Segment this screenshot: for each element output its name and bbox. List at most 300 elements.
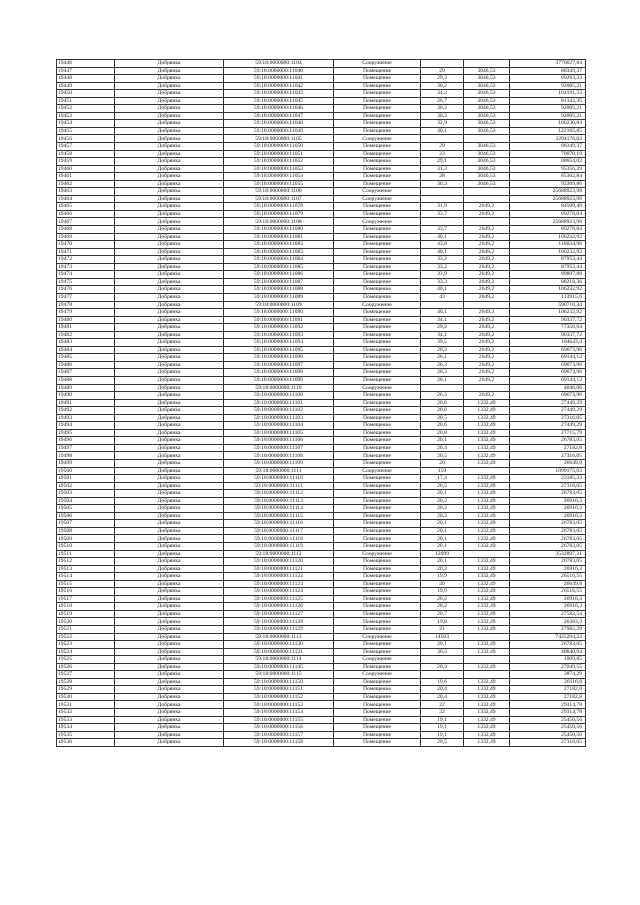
locality-cell: Добрянка (115, 580, 224, 588)
table-row (57, 97, 586, 105)
row-number: 19528 (57, 678, 115, 686)
cadastral-value-cell: 92309,86 (510, 180, 586, 188)
object-type-cell: Помещение (334, 324, 421, 332)
locality-cell: Добрянка (115, 663, 224, 671)
locality-cell: Добрянка (115, 188, 224, 196)
object-type-cell: Помещение (334, 67, 421, 75)
table-row (57, 369, 586, 377)
object-type-cell: Помещение (334, 97, 421, 105)
cadastral-number-cell: 59:18:0000000:11110 (224, 475, 334, 483)
area-cell: 20,1 (421, 520, 464, 528)
cadastral-number-cell: 59:18:0000000:11048 (224, 120, 334, 128)
object-type-cell: Помещение (334, 686, 421, 694)
cadastral-value-cell: 70070,19 (510, 150, 586, 158)
rate-cell: 1332,49 (464, 475, 510, 483)
row-number: 19530 (57, 693, 115, 701)
rate-cell: 1332,49 (464, 678, 510, 686)
locality-cell: Добрянка (115, 520, 224, 528)
cadastral-number-cell: 59:18:0000000:11127 (224, 610, 334, 618)
cadastral-number-cell: 59:18:0000000:11150 (224, 678, 334, 686)
rate-cell: 1332,49 (464, 520, 510, 528)
cadastral-value-cell: 25688923,98 (510, 218, 586, 226)
rate-cell: 1332,49 (464, 407, 510, 415)
rate-cell: 1332,49 (464, 641, 510, 649)
row-number: 19479 (57, 309, 115, 317)
area-cell: 33,7 (421, 210, 464, 218)
table-row (57, 633, 586, 641)
cadastral-number-cell: 59:18:0000000:11051 (224, 150, 334, 158)
row-number: 19535 (57, 731, 115, 739)
row-number: 19498 (57, 452, 115, 460)
table-row (57, 580, 586, 588)
object-type-cell: Помещение (334, 520, 421, 528)
table-row (57, 535, 586, 543)
rate-cell: 1332,49 (464, 686, 510, 694)
table-row (57, 143, 586, 151)
cadastral-value-cell: 89263,33 (510, 75, 586, 83)
cadastral-value-cell: 116034,96 (510, 241, 586, 249)
row-number: 19462 (57, 180, 115, 188)
rate-cell: 1332,49 (464, 648, 510, 656)
area-cell: 34,2 (421, 90, 464, 98)
object-type-cell: Помещение (334, 346, 421, 354)
area-cell: 20,2 (421, 603, 464, 611)
area-cell: 26,1 (421, 376, 464, 384)
cadastral-value-cell: 27182,8 (510, 686, 586, 694)
area-cell: 26,3 (421, 392, 464, 400)
area-cell: 28 (421, 173, 464, 181)
object-type-cell: Помещение (334, 505, 421, 513)
locality-cell: Добрянка (115, 195, 224, 203)
row-number: 19464 (57, 195, 115, 203)
object-type-cell: Помещение (334, 739, 421, 747)
cadastral-number-cell: 59:18:0000000:1104 (224, 60, 334, 68)
rate-cell: 2649,2 (464, 233, 510, 241)
area-cell: 29 (421, 143, 464, 151)
table-row (57, 414, 586, 422)
cadastral-number-cell: 59:18:0000000:1110 (224, 384, 334, 392)
table-row (57, 399, 586, 407)
object-type-cell: Помещение (334, 278, 421, 286)
cadastral-number-cell: 59:18:0000000:11109 (224, 459, 334, 467)
cadastral-number-cell: 59:18:0000000:11091 (224, 316, 334, 324)
cadastral-value-cell: 25688923,98 (510, 195, 586, 203)
object-type-cell: Помещение (334, 256, 421, 264)
cadastral-number-cell: 59:18:0000000:11092 (224, 324, 334, 332)
object-type-cell: Помещение (334, 663, 421, 671)
area-cell: 29,1 (421, 158, 464, 166)
table-row (57, 558, 586, 566)
row-number: 19526 (57, 663, 115, 671)
object-type-cell: Помещение (334, 475, 421, 483)
table-row (57, 437, 586, 445)
rate-cell: 2649,2 (464, 286, 510, 294)
object-type-cell: Сооружение (334, 384, 421, 392)
table-row (57, 75, 586, 83)
row-number: 19446 (57, 60, 115, 68)
cadastral-number-cell: 59:18:0000000:11083 (224, 248, 334, 256)
area-cell (421, 301, 464, 309)
table-row (57, 354, 586, 362)
area-cell: 26,3 (421, 361, 464, 369)
object-type-cell: Помещение (334, 210, 421, 218)
rate-cell: 2649,2 (464, 309, 510, 317)
rate-cell: 3046,53 (464, 82, 510, 90)
object-type-cell: Помещение (334, 512, 421, 520)
locality-cell: Добрянка (115, 120, 224, 128)
row-number: 19506 (57, 512, 115, 520)
table-row (57, 241, 586, 249)
row-number: 19468 (57, 226, 115, 234)
cadastral-number-cell: 59:18:0000000:1113 (224, 633, 334, 641)
cadastral-value-cell: 1009,85 (510, 656, 586, 664)
rate-cell: 3046,53 (464, 173, 510, 181)
rate-cell (464, 550, 510, 558)
cadastral-number-cell: 59:18:0000000:11052 (224, 158, 334, 166)
cadastral-value-cell: 89278,04 (510, 226, 586, 234)
object-type-cell: Помещение (334, 422, 421, 430)
cadastral-value-cell: 26916,3 (510, 505, 586, 513)
area-cell: 12099 (421, 550, 464, 558)
cadastral-number-cell: 59:18:0000000:11089 (224, 293, 334, 301)
row-number: 19497 (57, 444, 115, 452)
row-number: 19533 (57, 716, 115, 724)
area-cell: 22 (421, 701, 464, 709)
cadastral-number-cell: 59:18:0000000:11155 (224, 716, 334, 724)
cadastral-value-cell: 84509,48 (510, 203, 586, 211)
locality-cell: Добрянка (115, 422, 224, 430)
cadastral-value-cell: 88654,02 (510, 158, 586, 166)
row-number: 19499 (57, 459, 115, 467)
cadastral-value-cell: 26783,05 (510, 527, 586, 535)
object-type-cell: Помещение (334, 399, 421, 407)
cadastral-number-cell: 59:18:0000000:1108 (224, 218, 334, 226)
table-row (57, 565, 586, 573)
cadastral-value-cell: 26783,05 (510, 641, 586, 649)
cadastral-value-cell: 27449,29 (510, 407, 586, 415)
cadastral-value-cell: 88218,36 (510, 278, 586, 286)
cadastral-number-cell: 59:18:0000000:11078 (224, 203, 334, 211)
cadastral-value-cell: 92005,21 (510, 105, 586, 113)
cadastral-value-cell: 23185,33 (510, 475, 586, 483)
cadastral-number-cell: 59:18:0000000:11099 (224, 376, 334, 384)
cadastral-number-cell: 59:18:0000000:11113 (224, 497, 334, 505)
area-cell: 33,7 (421, 226, 464, 234)
rate-cell: 3046,53 (464, 143, 510, 151)
cadastral-number-cell: 59:18:0000000:11107 (224, 444, 334, 452)
area-cell: 26,3 (421, 369, 464, 377)
cadastral-value-cell: 89278,04 (510, 210, 586, 218)
cadastral-number-cell: 59:18:0000000:11093 (224, 331, 334, 339)
cadastral-value-cell: 40640,94 (510, 648, 586, 656)
table-row (57, 67, 586, 75)
locality-cell: Добрянка (115, 505, 224, 513)
object-type-cell: Помещение (334, 120, 421, 128)
cadastral-value-cell: 122165,85 (510, 127, 586, 135)
row-number: 19510 (57, 543, 115, 551)
area-cell: 20,2 (421, 512, 464, 520)
cadastral-value-cell: 87953,44 (510, 256, 586, 264)
row-number: 19453 (57, 112, 115, 120)
object-type-cell: Помещение (334, 580, 421, 588)
object-type-cell: Помещение (334, 376, 421, 384)
row-number: 19534 (57, 724, 115, 732)
cadastral-value-cell: 26516,55 (510, 588, 586, 596)
object-type-cell: Помещение (334, 724, 421, 732)
row-number: 19487 (57, 369, 115, 377)
object-type-cell: Помещение (334, 226, 421, 234)
cadastral-value-cell: 26916,3 (510, 603, 586, 611)
rate-cell: 2649,2 (464, 210, 510, 218)
rate-cell: 1332,49 (464, 527, 510, 535)
cadastral-number-cell: 59:18:0000000:11130 (224, 641, 334, 649)
object-type-cell: Помещение (334, 127, 421, 135)
locality-cell: Добрянка (115, 384, 224, 392)
cadastral-number-cell: 59:18:0000000:11114 (224, 505, 334, 513)
locality-cell: Добрянка (115, 399, 224, 407)
area-cell (421, 671, 464, 679)
row-number: 19460 (57, 165, 115, 173)
locality-cell: Добрянка (115, 105, 224, 113)
locality-cell: Добрянка (115, 158, 224, 166)
cadastral-value-cell: 1099175,03 (510, 467, 586, 475)
cadastral-number-cell: 59:18:0000000:11123 (224, 580, 334, 588)
area-cell: 20,5 (421, 452, 464, 460)
row-number: 19451 (57, 97, 115, 105)
locality-cell: Добрянка (115, 173, 224, 181)
rate-cell: 2649,2 (464, 271, 510, 279)
rate-cell: 1332,49 (464, 716, 510, 724)
cadastral-number-cell: 59:18:0000000:11126 (224, 603, 334, 611)
cadastral-number-cell: 59:18:0000000:11153 (224, 701, 334, 709)
cadastral-value-cell: 69144,12 (510, 376, 586, 384)
table-row (57, 475, 586, 483)
cadastral-value-cell: 26516,55 (510, 573, 586, 581)
row-number: 19509 (57, 535, 115, 543)
table-row (57, 82, 586, 90)
table-row (57, 701, 586, 709)
table-row (57, 60, 586, 68)
object-type-cell: Помещение (334, 90, 421, 98)
cadastral-value-cell: 27316,05 (510, 452, 586, 460)
locality-cell: Добрянка (115, 286, 224, 294)
table-row (57, 90, 586, 98)
locality-cell: Добрянка (115, 603, 224, 611)
cadastral-number-cell: 59:18:0000000:1114 (224, 656, 334, 664)
locality-cell: Добрянка (115, 60, 224, 68)
cadastral-value-cell: 92005,21 (510, 82, 586, 90)
row-number: 19484 (57, 346, 115, 354)
rate-cell: 2649,2 (464, 376, 510, 384)
object-type-cell: Помещение (334, 535, 421, 543)
rate-cell: 2649,2 (464, 256, 510, 264)
row-number: 19456 (57, 135, 115, 143)
cadastral-value-cell: 7425294,22 (510, 633, 586, 641)
rate-cell: 3046,53 (464, 120, 510, 128)
area-cell: 43 (421, 293, 464, 301)
locality-cell: Добрянка (115, 112, 224, 120)
cadastral-number-cell: 59:18:0000000:11117 (224, 527, 334, 535)
cadastral-value-cell: 26783,05 (510, 520, 586, 528)
area-cell: 19,6 (421, 678, 464, 686)
row-number: 19450 (57, 90, 115, 98)
object-type-cell: Помещение (334, 558, 421, 566)
cadastral-value-cell: 26783,05 (510, 490, 586, 498)
object-type-cell: Помещение (334, 248, 421, 256)
table-row (57, 512, 586, 520)
cadastral-value-cell: 590710,34 (510, 301, 586, 309)
locality-cell: Добрянка (115, 331, 224, 339)
table-row (57, 158, 586, 166)
area-cell: 159 (421, 467, 464, 475)
area-cell: 43,8 (421, 241, 464, 249)
table-row (57, 218, 586, 226)
row-number: 19515 (57, 580, 115, 588)
row-number: 19448 (57, 75, 115, 83)
locality-cell: Добрянка (115, 376, 224, 384)
row-number: 19525 (57, 656, 115, 664)
object-type-cell: Помещение (334, 444, 421, 452)
locality-cell: Добрянка (115, 701, 224, 709)
locality-cell: Добрянка (115, 75, 224, 83)
table-row (57, 595, 586, 603)
area-cell (421, 218, 464, 226)
locality-cell: Добрянка (115, 475, 224, 483)
rate-cell: 1332,49 (464, 663, 510, 671)
cadastral-value-cell: 27182,8 (510, 444, 586, 452)
cadastral-value-cell: 26916,3 (510, 497, 586, 505)
row-number: 19483 (57, 339, 115, 347)
cadastral-value-cell: 25450,56 (510, 731, 586, 739)
table-row (57, 663, 586, 671)
table-row (57, 626, 586, 634)
object-type-cell: Помещение (334, 286, 421, 294)
locality-cell: Добрянка (115, 226, 224, 234)
object-type-cell: Сооружение (334, 633, 421, 641)
rate-cell: 1332,49 (464, 459, 510, 467)
locality-cell: Добрянка (115, 324, 224, 332)
area-cell: 20,1 (421, 641, 464, 649)
object-type-cell: Помещение (334, 105, 421, 113)
area-cell (421, 60, 464, 68)
row-number: 19501 (57, 475, 115, 483)
table-row (57, 671, 586, 679)
area-cell: 29 (421, 67, 464, 75)
locality-cell: Добрянка (115, 686, 224, 694)
area-cell: 34,1 (421, 331, 464, 339)
cadastral-number-cell: 59:18:0000000:11046 (224, 105, 334, 113)
locality-cell: Добрянка (115, 233, 224, 241)
table-row (57, 112, 586, 120)
cadastral-number-cell: 59:18:0000000:11080 (224, 226, 334, 234)
cadastral-number-cell: 59:18:0000000:11103 (224, 414, 334, 422)
locality-cell: Добрянка (115, 497, 224, 505)
area-cell: 29,3 (421, 75, 464, 83)
cadastral-number-cell: 59:18:0000000:11129 (224, 626, 334, 634)
object-type-cell: Помещение (334, 588, 421, 596)
rate-cell (464, 633, 510, 641)
locality-cell: Добрянка (115, 97, 224, 105)
row-number: 19505 (57, 505, 115, 513)
cadastral-number-cell: 59:18:0000000:1112 (224, 550, 334, 558)
object-type-cell: Помещение (334, 407, 421, 415)
object-type-cell: Сооружение (334, 671, 421, 679)
cadastral-number-cell: 59:18:0000000:11081 (224, 233, 334, 241)
area-cell: 20,1 (421, 527, 464, 535)
object-type-cell: Помещение (334, 527, 421, 535)
cadastral-number-cell: 59:18:0000000:11108 (224, 452, 334, 460)
area-cell: 20,8 (421, 429, 464, 437)
cadastral-number-cell: 59:18:0000000:11131 (224, 648, 334, 656)
locality-cell: Добрянка (115, 595, 224, 603)
cadastral-value-cell: 27316,05 (510, 414, 586, 422)
rate-cell: 1332,49 (464, 490, 510, 498)
row-number: 19474 (57, 271, 115, 279)
area-cell: 30,2 (421, 105, 464, 113)
area-cell: 20,1 (421, 543, 464, 551)
cadastral-number-cell: 59:18:0000000:11125 (224, 595, 334, 603)
object-type-cell: Помещение (334, 603, 421, 611)
object-type-cell: Сооружение (334, 467, 421, 475)
document-page (56, 59, 585, 747)
row-number: 19500 (57, 467, 115, 475)
cadastral-value-cell: 90337,72 (510, 331, 586, 339)
area-cell: 20,4 (421, 693, 464, 701)
area-cell (421, 195, 464, 203)
cadastral-value-cell: 77356,64 (510, 324, 586, 332)
rate-cell: 1332,49 (464, 437, 510, 445)
locality-cell: Добрянка (115, 527, 224, 535)
row-number: 19524 (57, 648, 115, 656)
locality-cell: Добрянка (115, 165, 224, 173)
table-row (57, 346, 586, 354)
area-cell: 20,3 (421, 663, 464, 671)
locality-cell: Добрянка (115, 618, 224, 626)
locality-cell: Добрянка (115, 143, 224, 151)
object-type-cell: Помещение (334, 158, 421, 166)
area-cell: 40,1 (421, 309, 464, 317)
object-type-cell: Помещение (334, 369, 421, 377)
object-type-cell: Помещение (334, 392, 421, 400)
area-cell: 20,4 (421, 444, 464, 452)
rate-cell (464, 671, 510, 679)
locality-cell: Добрянка (115, 512, 224, 520)
row-number: 19471 (57, 248, 115, 256)
cadastral-number-cell: 59:18:0000000:11101 (224, 399, 334, 407)
cadastral-number-cell: 59:18:0000000:1107 (224, 195, 334, 203)
cadastral-number-cell: 59:18:0000000:11124 (224, 588, 334, 596)
table-row (57, 376, 586, 384)
cadastral-value-cell: 26783,05 (510, 535, 586, 543)
cadastral-value-cell: 100230,84 (510, 120, 586, 128)
locality-cell: Добрянка (115, 82, 224, 90)
table-row (57, 693, 586, 701)
object-type-cell: Помещение (334, 293, 421, 301)
rate-cell: 2649,2 (464, 241, 510, 249)
locality-cell: Добрянка (115, 709, 224, 717)
area-cell: 20,2 (421, 505, 464, 513)
object-type-cell: Помещение (334, 648, 421, 656)
cadastral-value-cell: 27582,54 (510, 610, 586, 618)
area-cell: 20,6 (421, 399, 464, 407)
rate-cell: 2649,2 (464, 331, 510, 339)
cadastral-value-cell: 26783,05 (510, 558, 586, 566)
table-row (57, 490, 586, 498)
cadastral-value-cell: 92005,21 (510, 112, 586, 120)
cadastral-value-cell: 27049,55 (510, 663, 586, 671)
cadastral-number-cell: 59:18:0000000:1105 (224, 135, 334, 143)
area-cell: 20,5 (421, 739, 464, 747)
